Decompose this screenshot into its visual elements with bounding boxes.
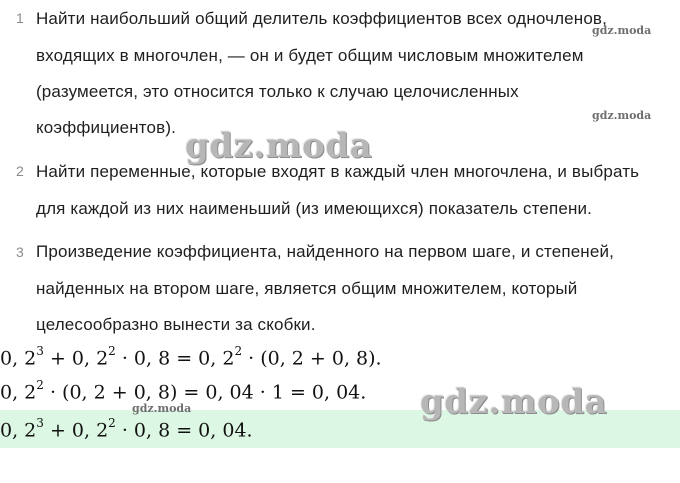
equation-1: 0, $2^3 + 0$, $2^2 \cdot 0$, 8 = 0, $2^2 \cdot (0$, 2 + 0, 8). xyxy=(0,344,382,370)
equation-2: 0, $2^2 \cdot (0$, 2 + 0, 8) = 0, 04 · 1 = 0, 04. xyxy=(0,378,367,404)
step-line: целесообразно вынести за скобки. xyxy=(36,315,316,334)
step-number: 3 xyxy=(16,244,24,260)
step-line: (разумеется, это относится только к случаю целочисленных xyxy=(36,82,519,101)
step-line: Найти наибольший общий делитель коэффициентов всех одночленов, xyxy=(36,9,607,28)
watermark-small: gdz.moda xyxy=(592,109,652,122)
step-line: коэффициентов). xyxy=(36,118,177,137)
step-line: Произведение коэффициента, найденного на первом шаге, и степеней, xyxy=(36,242,614,261)
watermark-small: gdz.moda xyxy=(132,402,192,415)
equation-3-result: 0, $2^3 + 0$, $2^2 \cdot 0$, 8 = 0, 04. xyxy=(0,416,253,442)
step-number: 1 xyxy=(16,10,24,26)
step-line: найденных на втором шаге, является общим множителем, который xyxy=(36,279,578,298)
watermark-logo: gdz.moda xyxy=(185,126,373,166)
watermark-small: gdz.moda xyxy=(592,24,652,37)
step-line: для каждой из них наименьший (из имеющихся) показатель степени. xyxy=(36,199,593,218)
step-line: входящих в многочлен, — он и будет общим числовым множителем xyxy=(36,46,584,65)
watermark-logo: gdz.moda xyxy=(420,382,608,422)
step-line: Найти переменные, которые входят в каждый член многочлена, и выбрать xyxy=(36,162,640,181)
step-number: 2 xyxy=(16,163,24,179)
